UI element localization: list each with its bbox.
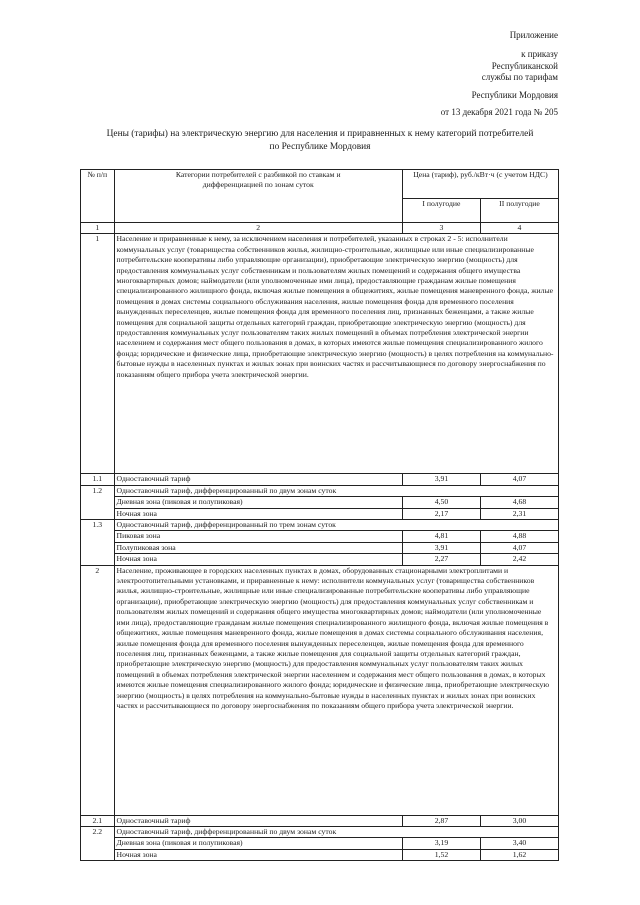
title-line-2: по Республике Мордовия xyxy=(269,142,371,152)
zone-label: Пиковая зона xyxy=(114,531,402,542)
header-line: к приказу xyxy=(521,49,558,60)
zone-label: Ночная зона xyxy=(114,508,402,519)
tariff-value: 3,40 xyxy=(480,838,558,849)
zone-label: Полупиковая зона xyxy=(114,542,402,553)
tariff-value: 4,50 xyxy=(402,497,480,508)
col-index: 1 xyxy=(81,223,115,234)
row-num: 1.2 xyxy=(81,485,115,519)
tariff-value: 3,00 xyxy=(480,815,558,826)
tariff-value: 2,42 xyxy=(480,554,558,565)
tariff-label: Одноставочный тариф xyxy=(114,815,402,826)
col-header-half2: II полугодие xyxy=(480,199,558,223)
row-num: 1 xyxy=(81,234,115,474)
tariff-value: 2,17 xyxy=(402,508,480,519)
col-index: 2 xyxy=(114,223,402,234)
tariff-label: Одноставочный тариф, дифференцированный по трем зонам суток xyxy=(114,520,558,531)
tariff-value: 2,31 xyxy=(480,508,558,519)
title-line-1: Цены (тарифы) на электрическую энергию для населения и приравненных к нему категорий потребителей xyxy=(106,129,534,139)
tariff-value: 4,68 xyxy=(480,497,558,508)
header-line: службы по тарифам xyxy=(481,72,558,83)
col-index: 3 xyxy=(402,223,480,234)
tariff-value: 2,27 xyxy=(402,554,480,565)
category-description: Население и приравненные к нему, за исключением населения и потребителей, указанных в строках 2 - 5: исполнители коммунальных услуг (товарищества собственников жилья, жилищно-строительные, жилищные или иные специализированные потребительские кооперативы либо управляющие организации), приобретающие электрическую энергию (мощность) для предоставления коммунальных услуг собственникам и пользователям жилых помещений и содержания общего имущества многоквартирных домов; наймодатели (или уполномоченные ими лица), предоставляющие гражданам жилые помещения специализированного жилищного фонда, включая жилые помещения в общежитиях, жилые помещения маневренного фонда, жилые помещения в домах системы социального обслуживания населения, жилые помещения фонда для временного поселения вынужденных переселенцев, жилые помещения фонда для временного поселения лиц, признанных беженцами, а также жилые помещения для социальной защиты отдельных категорий граждан, приобретающие электрическую энергию (мощность) для предоставления коммунальных услуг пользователям таких жилых помещений в объемах потребления электрической энергии населением и содержания мест общего пользования в домах, в которых имеются жилые помещения специализированного жилого фонда; юридические и физические лица, приобретающие электрическую энергию (мощность) в целях потребления на коммунально-бытовые нужды в населенных пунктах и жилых зонах при воинских частях и рассчитывающиеся по договору энергоснабжения по показаниям общего прибора учета электрической энергии. xyxy=(114,234,558,474)
tariff-value: 2,87 xyxy=(402,815,480,826)
row-num: 1.1 xyxy=(81,474,115,485)
zone-label: Дневная зона (пиковая и полупиковая) xyxy=(114,497,402,508)
document-title xyxy=(80,128,560,154)
header-line: Приложение xyxy=(509,30,558,40)
col-header-half1: I полугодие xyxy=(402,199,480,223)
col-header-category: Категории потребителей с разбивкой по ставкам и дифференциацией по зонам суток xyxy=(114,170,402,223)
row-num: 2.2 xyxy=(81,827,115,861)
tariff-value: 4,81 xyxy=(402,531,480,542)
tariff-value: 3,91 xyxy=(402,474,480,485)
tariff-label: Одноставочный тариф xyxy=(114,474,402,485)
header-line: Республики Мордовия xyxy=(471,89,558,100)
header-line: Республиканской xyxy=(491,60,558,71)
tariff-value: 3,19 xyxy=(402,838,480,849)
tariff-label: Одноставочный тариф, дифференцированный по двум зонам суток xyxy=(114,827,558,838)
row-num: 2.1 xyxy=(81,815,115,826)
tariff-value: 4,07 xyxy=(480,474,558,485)
order-header xyxy=(408,30,558,118)
col-header-num: № п/п xyxy=(81,170,115,223)
tariff-label: Одноставочный тариф, дифференцированный по двум зонам суток xyxy=(114,485,558,496)
tariff-value: 4,88 xyxy=(480,531,558,542)
tariff-value: 3,91 xyxy=(402,542,480,553)
col-header-price: Цена (тариф), руб./кВт·ч (с учетом НДС) xyxy=(402,170,558,199)
tariff-table xyxy=(80,169,559,861)
tariff-value: 1,52 xyxy=(402,849,480,860)
row-num: 2 xyxy=(81,565,115,815)
tariff-value: 1,62 xyxy=(480,849,558,860)
category-description: Население, проживающее в городских населенных пунктах в домах, оборудованных стационарными электроплитами и электроотопительными установками, и приравненные к нему: исполнители коммунальных услуг (товарищества собственников жилья, жилищно-строительные, жилищные или иные специализированные потребительские кооперативы либо управляющие организации), приобретающие электрическую энергию (мощность) для предоставления коммунальных услуг собственникам и пользователям жилых помещений и содержания общего имущества многоквартирных домов; наймодатели (или уполномоченные ими лица), предоставляющие гражданам жилые помещения специализированного жилищного фонда, включая жилые помещения в общежитиях, жилые помещения маневренного фонда, жилые помещения в домах системы социального обслуживания населения, жилые помещения фонда для временного поселения вынужденных переселенцев, жилые помещения фонда для временного поселения лиц, признанных беженцами, а также жилые помещения для социальной защиты отдельных категорий граждан, приобретающие электрическую энергию (мощность) для предоставления коммунальных услуг пользователям таких жилых помещений в объемах потребления электрической энергии населением и содержания мест общего пользования в домах, в которых имеются жилые помещения специализированного жилого фонда; юридические и физические лица, приобретающие электрическую энергию (мощность) в целях потребления на коммунально-бытовые нужды в населенных пунктах и жилых зонах при воинских частях и рассчитывающиеся по договору энергоснабжения по показаниям общего прибора учета электрической энергии. xyxy=(114,565,558,815)
zone-label: Дневная зона (пиковая и полупиковая) xyxy=(114,838,402,849)
col-index: 4 xyxy=(480,223,558,234)
header-line: от 13 декабря 2021 года № 205 xyxy=(440,107,558,118)
row-num: 1.3 xyxy=(81,520,115,566)
tariff-value: 4,07 xyxy=(480,542,558,553)
zone-label: Ночная зона xyxy=(114,554,402,565)
zone-label: Ночная зона xyxy=(114,849,402,860)
